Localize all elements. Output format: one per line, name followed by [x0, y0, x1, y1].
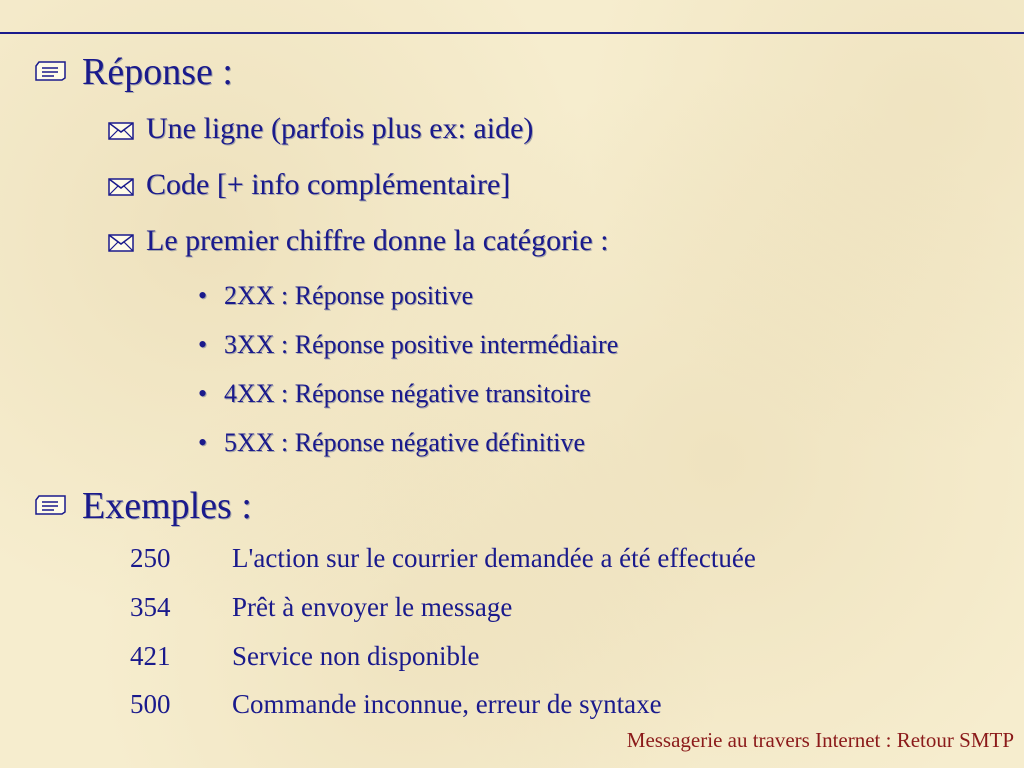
sub-list-item-text: 2XX : Réponse positive	[224, 281, 474, 310]
envelope-check-icon	[108, 176, 134, 198]
top-rule	[0, 32, 1024, 34]
example-code: 250	[130, 543, 171, 573]
notepad-icon	[34, 60, 68, 82]
section-title: Réponse :	[82, 51, 233, 93]
sub-list-item-text: 3XX : Réponse positive intermédiaire	[224, 330, 619, 359]
list-item-text: Le premier chiffre donne la catégorie :	[146, 224, 609, 257]
example-text: Commande inconnue, erreur de syntaxe	[232, 689, 662, 719]
example-code: 500	[130, 689, 171, 719]
list-item-text: Code [+ info complémentaire]	[146, 168, 511, 201]
envelope-check-icon	[108, 120, 134, 142]
envelope-check-icon	[108, 232, 134, 254]
example-text: Service non disponible	[232, 641, 480, 671]
list-item-text: Une ligne (parfois plus ex: aide)	[146, 112, 534, 145]
bullet: •	[198, 428, 208, 457]
bullet: •	[198, 330, 208, 359]
example-code: 421	[130, 641, 171, 671]
sub-list-item-text: 5XX : Réponse négative définitive	[224, 428, 586, 457]
example-text: L'action sur le courrier demandée a été effectuée	[232, 543, 756, 573]
bullet: •	[198, 281, 208, 310]
section-title: Exemples :	[82, 485, 252, 527]
bullet: •	[198, 379, 208, 408]
example-text: Prêt à envoyer le message	[232, 592, 513, 622]
slide-footer: Messagerie au travers Internet : Retour SMTP	[626, 728, 1014, 752]
example-code: 354	[130, 592, 171, 622]
notepad-icon	[34, 494, 68, 516]
sub-list-item-text: 4XX : Réponse négative transitoire	[224, 379, 591, 408]
